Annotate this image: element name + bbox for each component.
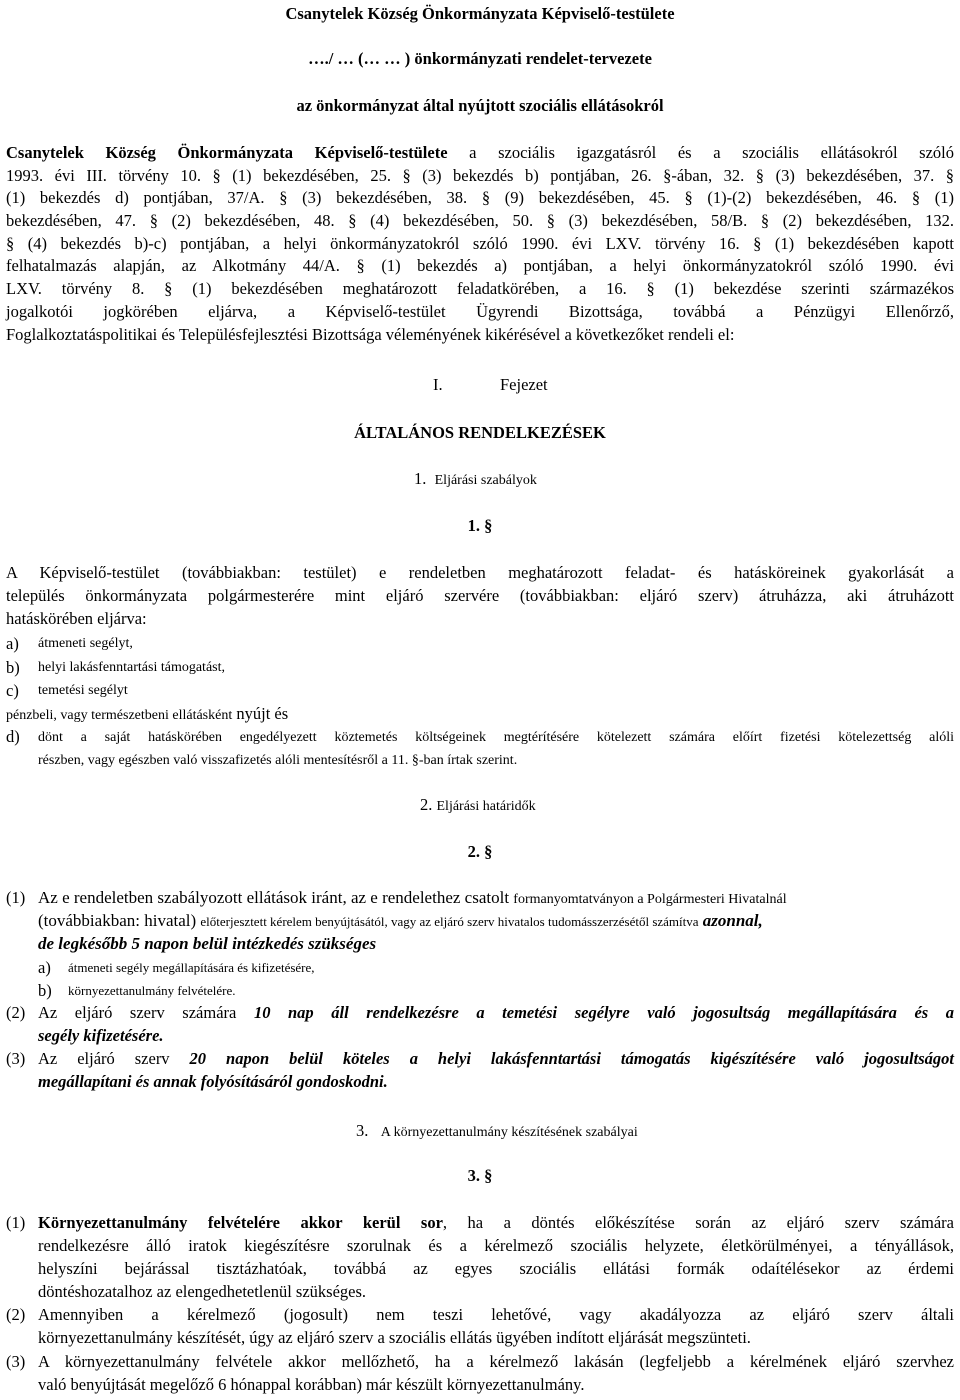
s2-p3-num: (3) [6, 1049, 26, 1068]
s2-p1-item-b-mark: b) [38, 981, 52, 1000]
section2-para-sign: 2. § [467, 842, 493, 861]
s3-p1-line-4: döntéshozatalhoz az elengedhetetlenül szükséges. [38, 1282, 367, 1301]
s1-tail-small: pénzbeli, vagy természetbeni ellátásként [6, 708, 233, 723]
s1-item-d-line-2: részben, vagy egészben való visszafizetés alóli mentesítésről a 11. §-ban írtak szerint. [38, 753, 518, 768]
s1-item-a [6, 634, 133, 654]
s2-p1-line-1-a: Az e rendeletben szabályozott ellátások iránt, az e rendelethez csatolt [38, 888, 510, 907]
s1-item-c-mark: c) [6, 681, 19, 700]
preamble-line-2: 1993. évi III. törvény 10. § (1) bekezdésében, 25. § (3) bekezdés b) pontjában, 26. §-ában, 32. § (3) bekezdésében, 37. § [6, 166, 954, 185]
section3-heading-text: A környezettanulmány készítésének szabályai [380, 1125, 638, 1140]
preamble-line-1-rest: a szociális igazgatásról és a szociális ellátásokról szóló [447, 143, 954, 162]
section3-heading-num: 3. [356, 1121, 369, 1140]
s2-p2-line-1-a: Az eljáró szerv számára [38, 1003, 237, 1022]
chapter-label: Fejezet [500, 375, 548, 394]
subject-line: az önkormányzat által nyújtott szociális ellátásokról [296, 96, 664, 115]
section3-heading [356, 1121, 638, 1143]
preamble-line-3: (1) bekezdés d) pontjában, 37/A. § (3) bekezdésében, 38. § (9) bekezdésében, 45. § (1)-(2) bekezdésében, 46. § (1) [6, 188, 954, 207]
draft-line: …./ … (… … ) önkormányzati rendelet-tervezete [308, 49, 652, 68]
s2-p3-line-2: megállapítani és annak folyósításáról gondoskodni. [38, 1072, 388, 1091]
s3-p3-line-2: való benyújtását megelőző 6 hónappal korábban) már készült környezettanulmány. [38, 1375, 585, 1394]
s1-item-d-line-1: dönt a saját hatáskörében engedélyezett köztemetés költségeinek megtérítésére kötelezett számára előírt fizetési kötelezettség alóli [38, 730, 954, 745]
section1-para-sign: 1. § [467, 516, 493, 535]
s3-p1-line-1-a: Környezettanulmány felvételére akkor kerül sor [38, 1213, 443, 1232]
s3-p1-line-2: rendelkezésre álló iratok kiegészítésre szorulnak és a kérelmező szociális helyzete, életkörülményei, a tényállások, [38, 1236, 954, 1255]
preamble-lead: Csanytelek Község Önkormányzata Képviselő-testülete [6, 143, 448, 162]
s1-item-c [6, 681, 128, 701]
s2-p3-line-1-b: 20 napon belül köteles a helyi lakásfenntartási támogatás kigészítésére való jogosultságot [189, 1049, 954, 1068]
s2-p3-line-1 [38, 1049, 954, 1069]
s3-p3-line-1: A környezettanulmány felvétele akkor mellőzhető, ha a kérelmező lakásán (legfeljebb a kérelmének eljáró szervhez [38, 1352, 954, 1371]
s2-p1-item-a [38, 958, 315, 978]
preamble-line-7: LXV. törvény 8. § (1) bekezdésében meghatározott feladatkörében, a 16. § (1) bekezdése szerinti származékos [6, 279, 954, 298]
s3-p2-num: (2) [6, 1305, 26, 1324]
section1-heading-num: 1. [414, 469, 427, 488]
s2-p1-item-b-text: környezettanulmány felvételére. [68, 983, 236, 998]
s2-p1-line-2-c: azonnal, [702, 911, 763, 930]
s3-p2-line-2: környezettanulmány készítését, úgy az eljáró szerv a szociális ellátás ügyében indított eljárását megszünteti. [38, 1328, 751, 1347]
section3-para-sign: 3. § [467, 1166, 493, 1185]
s2-p1-line-2 [38, 911, 954, 932]
s2-p3-line-1-a: Az eljáró szerv [38, 1049, 170, 1068]
s1-line-3: hatáskörében eljárva: [6, 609, 147, 628]
s2-p2-num: (2) [6, 1003, 26, 1022]
section1-heading-text: Eljárási szabályok [434, 473, 537, 488]
s1-item-a-text: átmeneti segélyt, [38, 636, 133, 651]
s3-p3-num: (3) [6, 1352, 26, 1371]
s2-p1-line-2-a: (továbbiakban: hivatal) [38, 911, 197, 930]
s2-p1-line-2-b: előterjesztett kérelem benyújtásától, vagy az eljáró szerv hivatalos tudomásszerzésétől számítva [200, 914, 699, 929]
s1-line-2: település önkormányzata polgármesterére mint eljáró szervére (továbbiakban: eljáró szerv) átruházza, aki átruházott [6, 586, 954, 605]
s3-p1-line-3: helyszíni bejárással tisztázhatóak, továbbá az egyes szociális ellátási formák odaítélésekor az érdemi [38, 1259, 954, 1278]
preamble-line-9: Foglalkoztatáspolitikai és Településfejlesztési Bizottsága véleményének kikérésével a következőket rendeli el: [6, 325, 735, 344]
chapter-title: ÁLTALÁNOS RENDELKEZÉSEK [354, 423, 606, 442]
s1-item-a-mark: a) [6, 634, 19, 653]
s1-tail-big: nyújt és [236, 704, 289, 723]
s2-p1-item-a-mark: a) [38, 958, 51, 977]
s2-p2-line-1 [38, 1003, 954, 1023]
s3-p1-line-1 [38, 1213, 954, 1233]
section2-heading-text: Eljárási határidők [436, 799, 536, 814]
s1-line-1: A Képviselő-testület (továbbiakban: testület) e rendeletben meghatározott feladat- és hatásköreinek gyakorlását a [6, 563, 954, 582]
s1-item-d-mark: d) [6, 727, 20, 746]
s2-p1-num: (1) [6, 888, 26, 907]
preamble-line-6: felhatalmazás alapján, az Alkotmány 44/A. § (1) bekezdés a) pontjában, a helyi önkormányzatokról szóló 1990. évi [6, 256, 954, 275]
s2-p1-line-1-b: formanyomtatványon a Polgármesteri Hivatalnál [513, 892, 787, 907]
section2-heading-num: 2. [420, 795, 433, 814]
preamble-line-1 [6, 143, 954, 163]
s3-p1-num: (1) [6, 1213, 26, 1232]
s3-p1-line-1-b: , ha a döntés előkészítése során az eljáró szerv számára [442, 1213, 954, 1232]
s1-item-b-mark: b) [6, 658, 20, 677]
s2-p1-line-3: de legkésőbb 5 napon belül intézkedés szükséges [38, 934, 377, 953]
chapter-number: I. [433, 375, 443, 394]
s1-tail [6, 704, 288, 726]
s2-p2-line-2: segély kifizetésére. [38, 1026, 164, 1045]
document-title: Csanytelek Község Önkormányzata Képviselő-testülete [285, 4, 675, 23]
preamble-line-8: jogalkotói jogkörében eljárva, a Képviselő-testület Ügyrendi Bizottsága, továbbá a Pénzügyi Ellenőrző, [6, 302, 954, 321]
section1-heading [414, 469, 537, 491]
s1-item-b [6, 658, 225, 678]
s3-p2-line-1: Amennyiben a kérelmező (jogosult) nem teszi lehetővé, vagy akadályozza az eljáró szerv általi [38, 1305, 954, 1324]
s1-item-b-text: helyi lakásfenntartási támogatást, [38, 660, 225, 675]
preamble-line-5: § (4) bekezdés b)-c) pontjában, a helyi önkormányzatokról szóló 1990. évi LXV. törvény 16. § (1) bekezdésében kapott [6, 234, 954, 253]
s1-item-c-text: temetési segélyt [38, 683, 128, 698]
s2-p1-item-b [38, 981, 236, 1001]
section2-heading [420, 795, 536, 817]
s2-p2-line-1-b: 10 nap áll rendelkezésre a temetési segélyre való jogosultság megállapítására és a [253, 1003, 955, 1022]
s2-p1-item-a-text: átmeneti segély megállapítására és kifizetésére, [68, 960, 315, 975]
s2-p1-line-1 [38, 888, 954, 910]
preamble-line-4: bekezdésében, 47. § (2) bekezdésében, 48. § (4) bekezdésében, 50. § (3) bekezdésében, 58/B. § (2) bekezdésében, 132. [6, 211, 954, 230]
